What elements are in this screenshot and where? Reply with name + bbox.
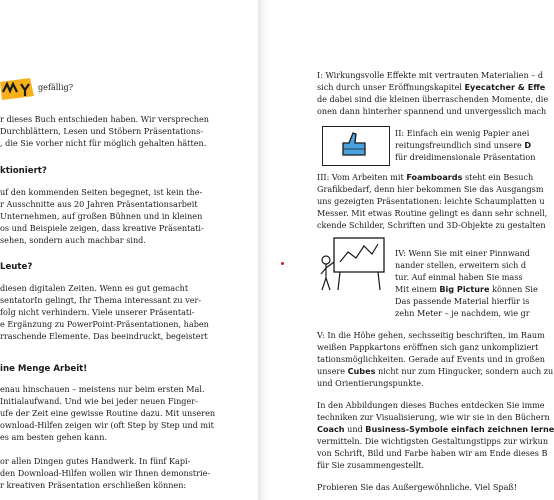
- right-page: [272, 0, 554, 500]
- intro-line-2: Durchblättern, Lesen und Stöbern Präsentations-: [0, 126, 203, 136]
- p5-line-3: tationsmöglichkeiten. Gerade auf Events und in großen: [317, 354, 545, 364]
- para4-line-1: or allen Dingen gutes Handwerk. In fünf Kapi-: [0, 456, 191, 466]
- para3-line-1: enau hinschauen – meistens nur beim ersten Mal.: [0, 384, 205, 394]
- para3-line-2: Initialaufwand. Und wie bei jeder neuen Finger-: [0, 396, 198, 406]
- p1-line-3: de dabei sind die kleinen überraschenden Momente, die: [317, 94, 549, 104]
- p2-line-2: reitungsfreundlich sind unsere D: [395, 140, 532, 150]
- p6-line-6: für Sie zusammengestellt.: [317, 460, 425, 470]
- p5-line-1: V: In die Höhe gehen, sechsseitig beschriften, im Raum: [317, 330, 545, 340]
- p6-line-1: In den Abbildungen dieses Buches entdecken Sie imme: [317, 400, 545, 410]
- p4-line-1: IV: Wenn Sie mit einer Pinnwand: [395, 248, 530, 258]
- para3-line-5: es am besten gehen kann.: [0, 432, 108, 442]
- left-page: [0, 0, 258, 500]
- para2-line-4: e Ergänzung zu PowerPoint-Präsentationen, haben: [0, 319, 209, 329]
- p4-line-2: nander stellen, erweitern sich d: [395, 260, 527, 270]
- para1-line-1: uf den kommenden Seiten begegnet, ist kein the-: [0, 187, 203, 197]
- para1-line-3: Unternehmen, auf großen Bühnen und in kleinen: [0, 211, 203, 221]
- intro-line-3: , die Sie vorher nicht für möglich gehalten hätten.: [0, 138, 207, 148]
- p1-line-1: I: Wirkungsvolle Effekte mit vertrauten Materialien – d: [317, 70, 544, 80]
- p6-line-5: von Schrift, Bild und Farbe haben wir am Ende dieses B: [317, 448, 548, 458]
- para2-line-5: rraschende Elemente. Das beeindruckt, begeistert: [0, 331, 208, 341]
- p2-line-3: für dreidimensionale Präsentation: [395, 152, 536, 162]
- p6-line-2: techniken zur Visualisierung, wie wir sie in den Büchern: [317, 412, 550, 422]
- section-heading-2: Leute?: [0, 262, 33, 272]
- para2-line-3: folg nicht verhindern. Viele unserer Präsentati-: [0, 307, 195, 317]
- para2-line-2: sentatorIn gelingt, Ihr Thema interessant zu ver-: [0, 295, 202, 305]
- section-heading-3: ine Menge Arbeit!: [0, 364, 88, 374]
- intro-line-1: r dieses Buch entschieden haben. Wir versprechen: [0, 114, 209, 124]
- thumbs-up-tent-illustration: [322, 126, 390, 166]
- closing-line: Probieren Sie das Außergewöhnliche. Viel Spaß!: [317, 482, 518, 492]
- p3-line-3: uns gezeigten Präsentationen: leichte Schaumplatten u: [317, 196, 545, 206]
- p5-line-2: weißen Pappkartons eröffnen sich ganz unkompliziert: [317, 342, 539, 352]
- para4-line-2: den Download-Hilfen wollen wir Ihnen demonstrie-: [0, 468, 211, 478]
- wow-sticker-illustration: [0, 78, 34, 100]
- p1-line-4: onen dann hinterher spannend und unvergesslich mach: [317, 106, 547, 116]
- p4-line-6: zehn Meter – je nachdem, wie gr: [395, 308, 530, 318]
- para3-line-4: ownload-Hilfen zeigen wir (oft Step by Step und mit: [0, 420, 214, 430]
- p3-line-2: Grafikbedarf, denn hier bekommen Sie das Ausgangsm: [317, 184, 544, 194]
- para2-line-1: diesen digitalen Zeiten. Wenn es gut gemacht: [0, 283, 189, 293]
- p6-line-3: Coach und Business-Symbole einfach zeichnen lerne: [317, 424, 554, 434]
- presenter-at-board-illustration: [318, 232, 390, 294]
- para1-line-4: os und Beispiele zeigen, dass kreative Präsentati-: [0, 223, 204, 233]
- p3-line-5: ckende Schilder, Schriften und 3D-Objekte zu gestalten: [317, 220, 546, 230]
- p3-line-4: Messer. Mit etwas Routine gelingt es dann sehr schnell,: [317, 208, 548, 218]
- p5-line-5: und Orientierungspunkte.: [317, 378, 424, 388]
- gefallig-text: gefällig?: [38, 82, 74, 92]
- p4-line-4: Mit einem Big Picture können Sie: [395, 284, 538, 294]
- para1-line-2: r Ausschnitte aus 20 Jahren Präsentationsarbeit: [0, 199, 198, 209]
- para3-line-3: ufe der Zeit eine gewisse Routine dazu. Mit unseren: [0, 408, 216, 418]
- p6-line-4: vermitteln. Die wichtigsten Gestaltungstipps zur wirkun: [317, 436, 549, 446]
- book-gutter: [258, 0, 272, 500]
- p1-line-2: sich durch unser Eröffnungskapitel Eyecatcher & Effe: [317, 82, 546, 92]
- para4-line-3: r kreativen Präsentation erschließen können:: [0, 480, 187, 490]
- p2-line-1: II: Einfach ein wenig Papier anei: [395, 128, 530, 138]
- p4-line-5: Das passende Material hierfür is: [395, 296, 530, 306]
- p4-line-3: tur. Auf einmal haben Sie mass: [395, 272, 523, 282]
- section-heading-1: ktioniert?: [0, 166, 47, 176]
- p5-line-4: unsere Cubes nicht nur zum Hingucker, sondern auch zu: [317, 366, 554, 376]
- p3-line-1: III: Vom Arbeiten mit Foamboards steht ein Besuch: [317, 172, 534, 182]
- para1-line-5: sehen, sondern auch machbar sind.: [0, 235, 146, 245]
